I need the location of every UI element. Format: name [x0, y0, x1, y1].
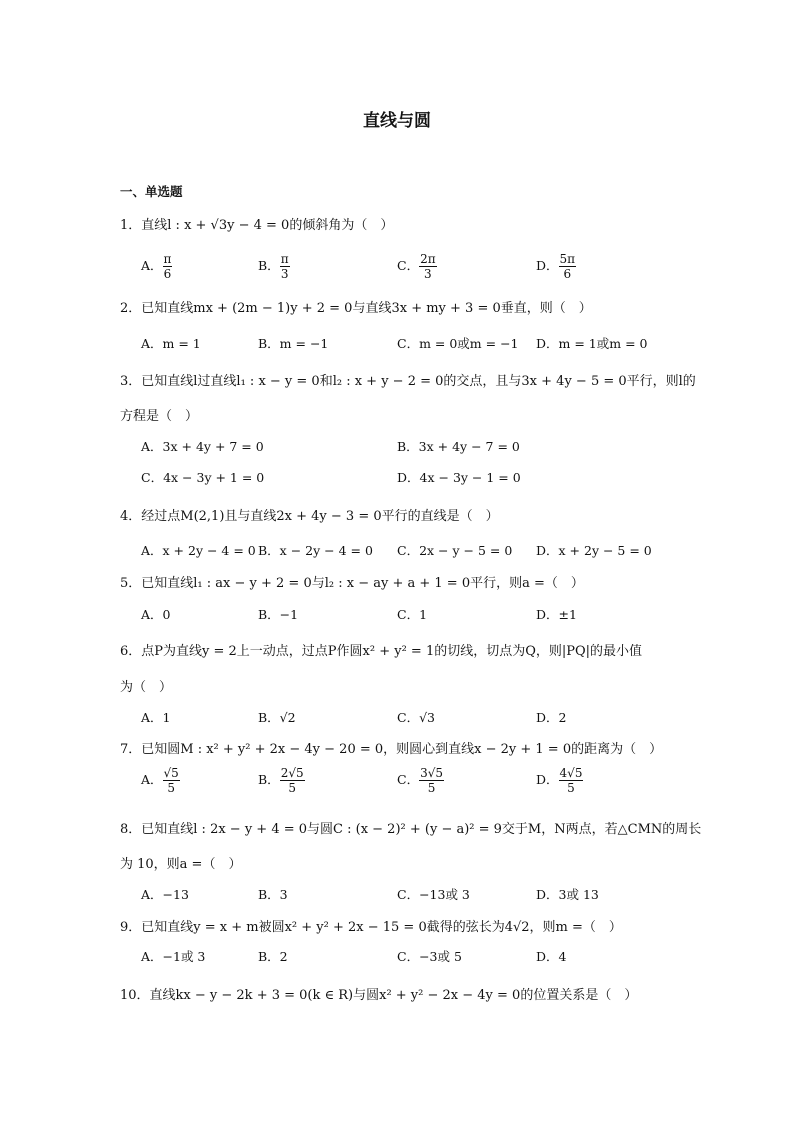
question-8-continued: 为 10，则a =（ ） [120, 857, 242, 872]
question-1: 1．直线l : x + √3y − 4 = 0的倾斜角为（ ） [120, 218, 394, 233]
question-6: 6．点P为直线y = 2上一动点，过点P作圆x² + y² = 1的切线，切点为Q，则|PQ|的最小值 [120, 644, 643, 659]
q8-option-c: C．−13或 3 [397, 887, 470, 902]
q7-option-b: B． $\frac{2√5}{5}$ [258, 766, 304, 795]
q9-option-c: C．−3或 5 [397, 949, 462, 964]
q2-option-a: A．m = 1 [141, 336, 201, 351]
q3-option-a: A．3x + 4y + 7 = 0 [141, 439, 264, 454]
q3-option-d: D．4x − 3y − 1 = 0 [397, 470, 521, 485]
question-5: 5．已知直线l₁ : ax − y + 2 = 0与l₂ : x − ay + a + 1 = 0平行，则a =（ ） [120, 576, 584, 591]
question-10: 10．直线kx − y − 2k + 3 = 0(k ∈ R)与圆x² + y² − 2x − 4y = 0的位置关系是（ ） [120, 988, 638, 1003]
question-3: 3．已知直线l过直线l₁ : x − y = 0和l₂ : x + y − 2 = 0的交点，且与3x + 4y − 5 = 0平行，则l的 [120, 374, 696, 389]
question-2: 2．已知直线mx + (2m − 1)y + 2 = 0与直线3x + my + 3 = 0垂直，则（ ） [120, 301, 592, 316]
q8-option-b: B．3 [258, 887, 288, 902]
q3-option-b: B．3x + 4y − 7 = 0 [397, 439, 520, 454]
q1-option-a: A． $\frac{\pi}{6}$ [141, 252, 172, 281]
q5-option-c: C．1 [397, 607, 428, 622]
q7-option-a: A． $\frac{√5}{5}$ [141, 766, 179, 795]
q5-option-d: D．±1 [536, 607, 577, 622]
q1-option-d: D． $\frac{5\pi}{6}$ [536, 252, 576, 281]
q7-option-c: C． $\frac{3√5}{5}$ [397, 766, 443, 795]
q1-option-b: B． $\frac{\pi}{3}$ [258, 252, 289, 281]
q6-option-d: D．2 [536, 710, 567, 725]
q8-option-a: A．−13 [141, 887, 189, 902]
question-6-continued: 为（ ） [120, 680, 173, 695]
section-heading: 一、单选题 [120, 184, 183, 199]
question-9: 9．已知直线y = x + m被圆x² + y² + 2x − 15 = 0截得的弦长为4√2，则m =（ ） [120, 920, 622, 935]
page-title: 直线与圆 [363, 111, 431, 131]
question-7: 7．已知圆M : x² + y² + 2x − 4y − 20 = 0，则圆心到直线x − 2y + 1 = 0的距离为（ ） [120, 742, 663, 757]
q2-option-b: B．m = −1 [258, 336, 329, 351]
q9-option-a: A．−1或 3 [141, 949, 206, 964]
question-8: 8．已知直线l : 2x − y + 4 = 0与圆C : (x − 2)² + (y − a)² = 9交于M，N两点，若△CMN的周长 [120, 822, 702, 837]
q9-option-d: D．4 [536, 949, 567, 964]
q4-option-a: A．x + 2y − 4 = 0 [141, 543, 256, 558]
question-3-continued: 方程是（ ） [120, 409, 199, 424]
q6-option-b: B．√2 [258, 710, 296, 725]
q4-option-d: D．x + 2y − 5 = 0 [536, 543, 652, 558]
q7-option-d: D． $\frac{4√5}{5}$ [536, 766, 583, 795]
q2-option-d: D．m = 1或m = 0 [536, 336, 648, 351]
q6-option-a: A．1 [141, 710, 171, 725]
q4-option-c: C．2x − y − 5 = 0 [397, 543, 513, 558]
q5-option-b: B．−1 [258, 607, 299, 622]
q6-option-c: C．√3 [397, 710, 435, 725]
q1-option-c: C． $\frac{2\pi}{3}$ [397, 252, 436, 281]
q3-option-c: C．4x − 3y + 1 = 0 [141, 470, 265, 485]
q8-option-d: D．3或 13 [536, 887, 599, 902]
q9-option-b: B．2 [258, 949, 288, 964]
question-4: 4．经过点M(2,1)且与直线2x + 4y − 3 = 0平行的直线是（ ） [120, 509, 499, 524]
q2-option-c: C．m = 0或m = −1 [397, 336, 519, 351]
q4-option-b: B．x − 2y − 4 = 0 [258, 543, 373, 558]
q5-option-a: A．0 [141, 607, 171, 622]
